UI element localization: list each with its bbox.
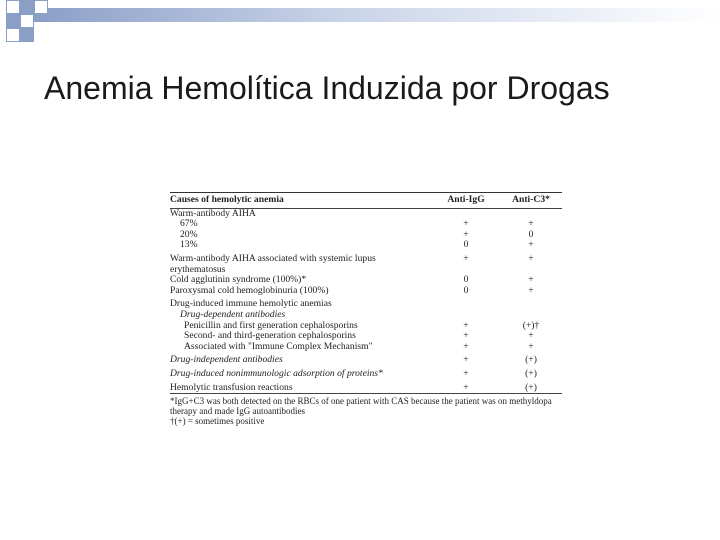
slide-decoration <box>0 0 720 50</box>
table-row <box>170 383 562 394</box>
cell-anti-c3: 0 <box>528 228 534 240</box>
cell-anti-c3: + <box>528 239 534 251</box>
cell-anti-igg: + <box>463 354 469 366</box>
cell-cause: 20% <box>180 228 198 240</box>
table-row <box>170 219 562 230</box>
table-row <box>170 209 562 220</box>
cell-cause: 13% <box>180 239 198 251</box>
deco-square <box>20 14 34 28</box>
cell-anti-igg: + <box>463 252 469 264</box>
table-bottom-rule <box>170 393 562 394</box>
cell-cause: Drug-induced immune hemolytic anemias <box>170 298 332 310</box>
cell-cause: Drug-dependent antibodies <box>180 308 286 320</box>
table-top-rule <box>170 192 562 193</box>
cell-anti-igg: + <box>463 218 469 230</box>
cell-anti-igg: + <box>463 319 469 331</box>
slide-title: Anemia Hemolítica Induzida por Drogas <box>44 70 610 106</box>
antibody-table <box>170 192 562 426</box>
cell-anti-c3: + <box>528 274 534 286</box>
table-row <box>170 369 562 380</box>
header-anti-igg: Anti-IgG <box>447 194 485 205</box>
cell-anti-igg: 0 <box>463 284 469 296</box>
cell-anti-igg: + <box>463 367 469 379</box>
cell-anti-igg: + <box>463 381 469 393</box>
cell-anti-c3: (+) <box>525 354 537 366</box>
header-causes: Causes of hemolytic anemia <box>170 194 284 205</box>
cell-cause: Warm-antibody AIHA <box>170 207 256 219</box>
cell-anti-c3: (+) <box>525 381 537 393</box>
table-footnotes <box>170 396 562 426</box>
deco-square-filled <box>20 0 34 14</box>
cell-anti-igg: 0 <box>463 239 469 251</box>
deco-square-filled <box>6 14 20 28</box>
cell-cause: Paroxysmal cold hemoglobinuria (100%) <box>170 284 329 296</box>
cell-cause: Second- and third-generation cephalosporins <box>184 330 356 342</box>
cell-anti-c3: + <box>528 330 534 342</box>
cell-cause: Hemolytic transfusion reactions <box>170 381 293 393</box>
cell-anti-c3: + <box>528 252 534 264</box>
table-row <box>170 310 562 321</box>
table-body <box>170 209 562 394</box>
table-row <box>170 342 562 353</box>
cell-cause: 67% <box>180 218 198 230</box>
table-row <box>170 230 562 241</box>
cell-anti-igg: 0 <box>463 274 469 286</box>
footnote: †(+) = sometimes positive <box>170 416 265 427</box>
cell-anti-c3: + <box>528 340 534 352</box>
table-row <box>170 254 562 275</box>
cell-cause: Cold agglutinin syndrome (100%)* <box>170 274 307 286</box>
cell-anti-c3: + <box>528 218 534 230</box>
table-row <box>170 355 562 366</box>
header-gradient-bar <box>30 8 720 22</box>
footnote: *IgG+C3 was both detected on the RBCs of one patient with CAS because the patient was on methyldopa therapy and made IgG autoantibodies <box>170 396 552 417</box>
cell-anti-c3: (+) <box>525 367 537 379</box>
deco-square <box>6 0 20 14</box>
deco-square <box>34 0 48 14</box>
cell-cause: Penicillin and first generation cephalosporins <box>184 319 358 331</box>
cell-anti-c3: + <box>528 284 534 296</box>
header-anti-c3: Anti-C3* <box>512 194 550 205</box>
cell-anti-igg: + <box>463 330 469 342</box>
deco-square-filled <box>20 28 34 42</box>
table-header-row <box>170 194 562 208</box>
deco-square <box>6 28 20 42</box>
table-row <box>170 240 562 251</box>
cell-cause: Drug-independent antibodies <box>170 354 283 366</box>
cell-anti-c3: (+)† <box>522 319 540 331</box>
cell-cause: Drug-induced nonimmunologic adsorption of proteins* <box>170 367 383 379</box>
cell-anti-igg: + <box>463 228 469 240</box>
cell-cause: Warm-antibody AIHA associated with systemic lupus erythematosus <box>170 252 376 275</box>
cell-cause: Associated with "Immune Complex Mechanism" <box>184 340 373 352</box>
table-row <box>170 286 562 297</box>
cell-anti-igg: + <box>463 340 469 352</box>
